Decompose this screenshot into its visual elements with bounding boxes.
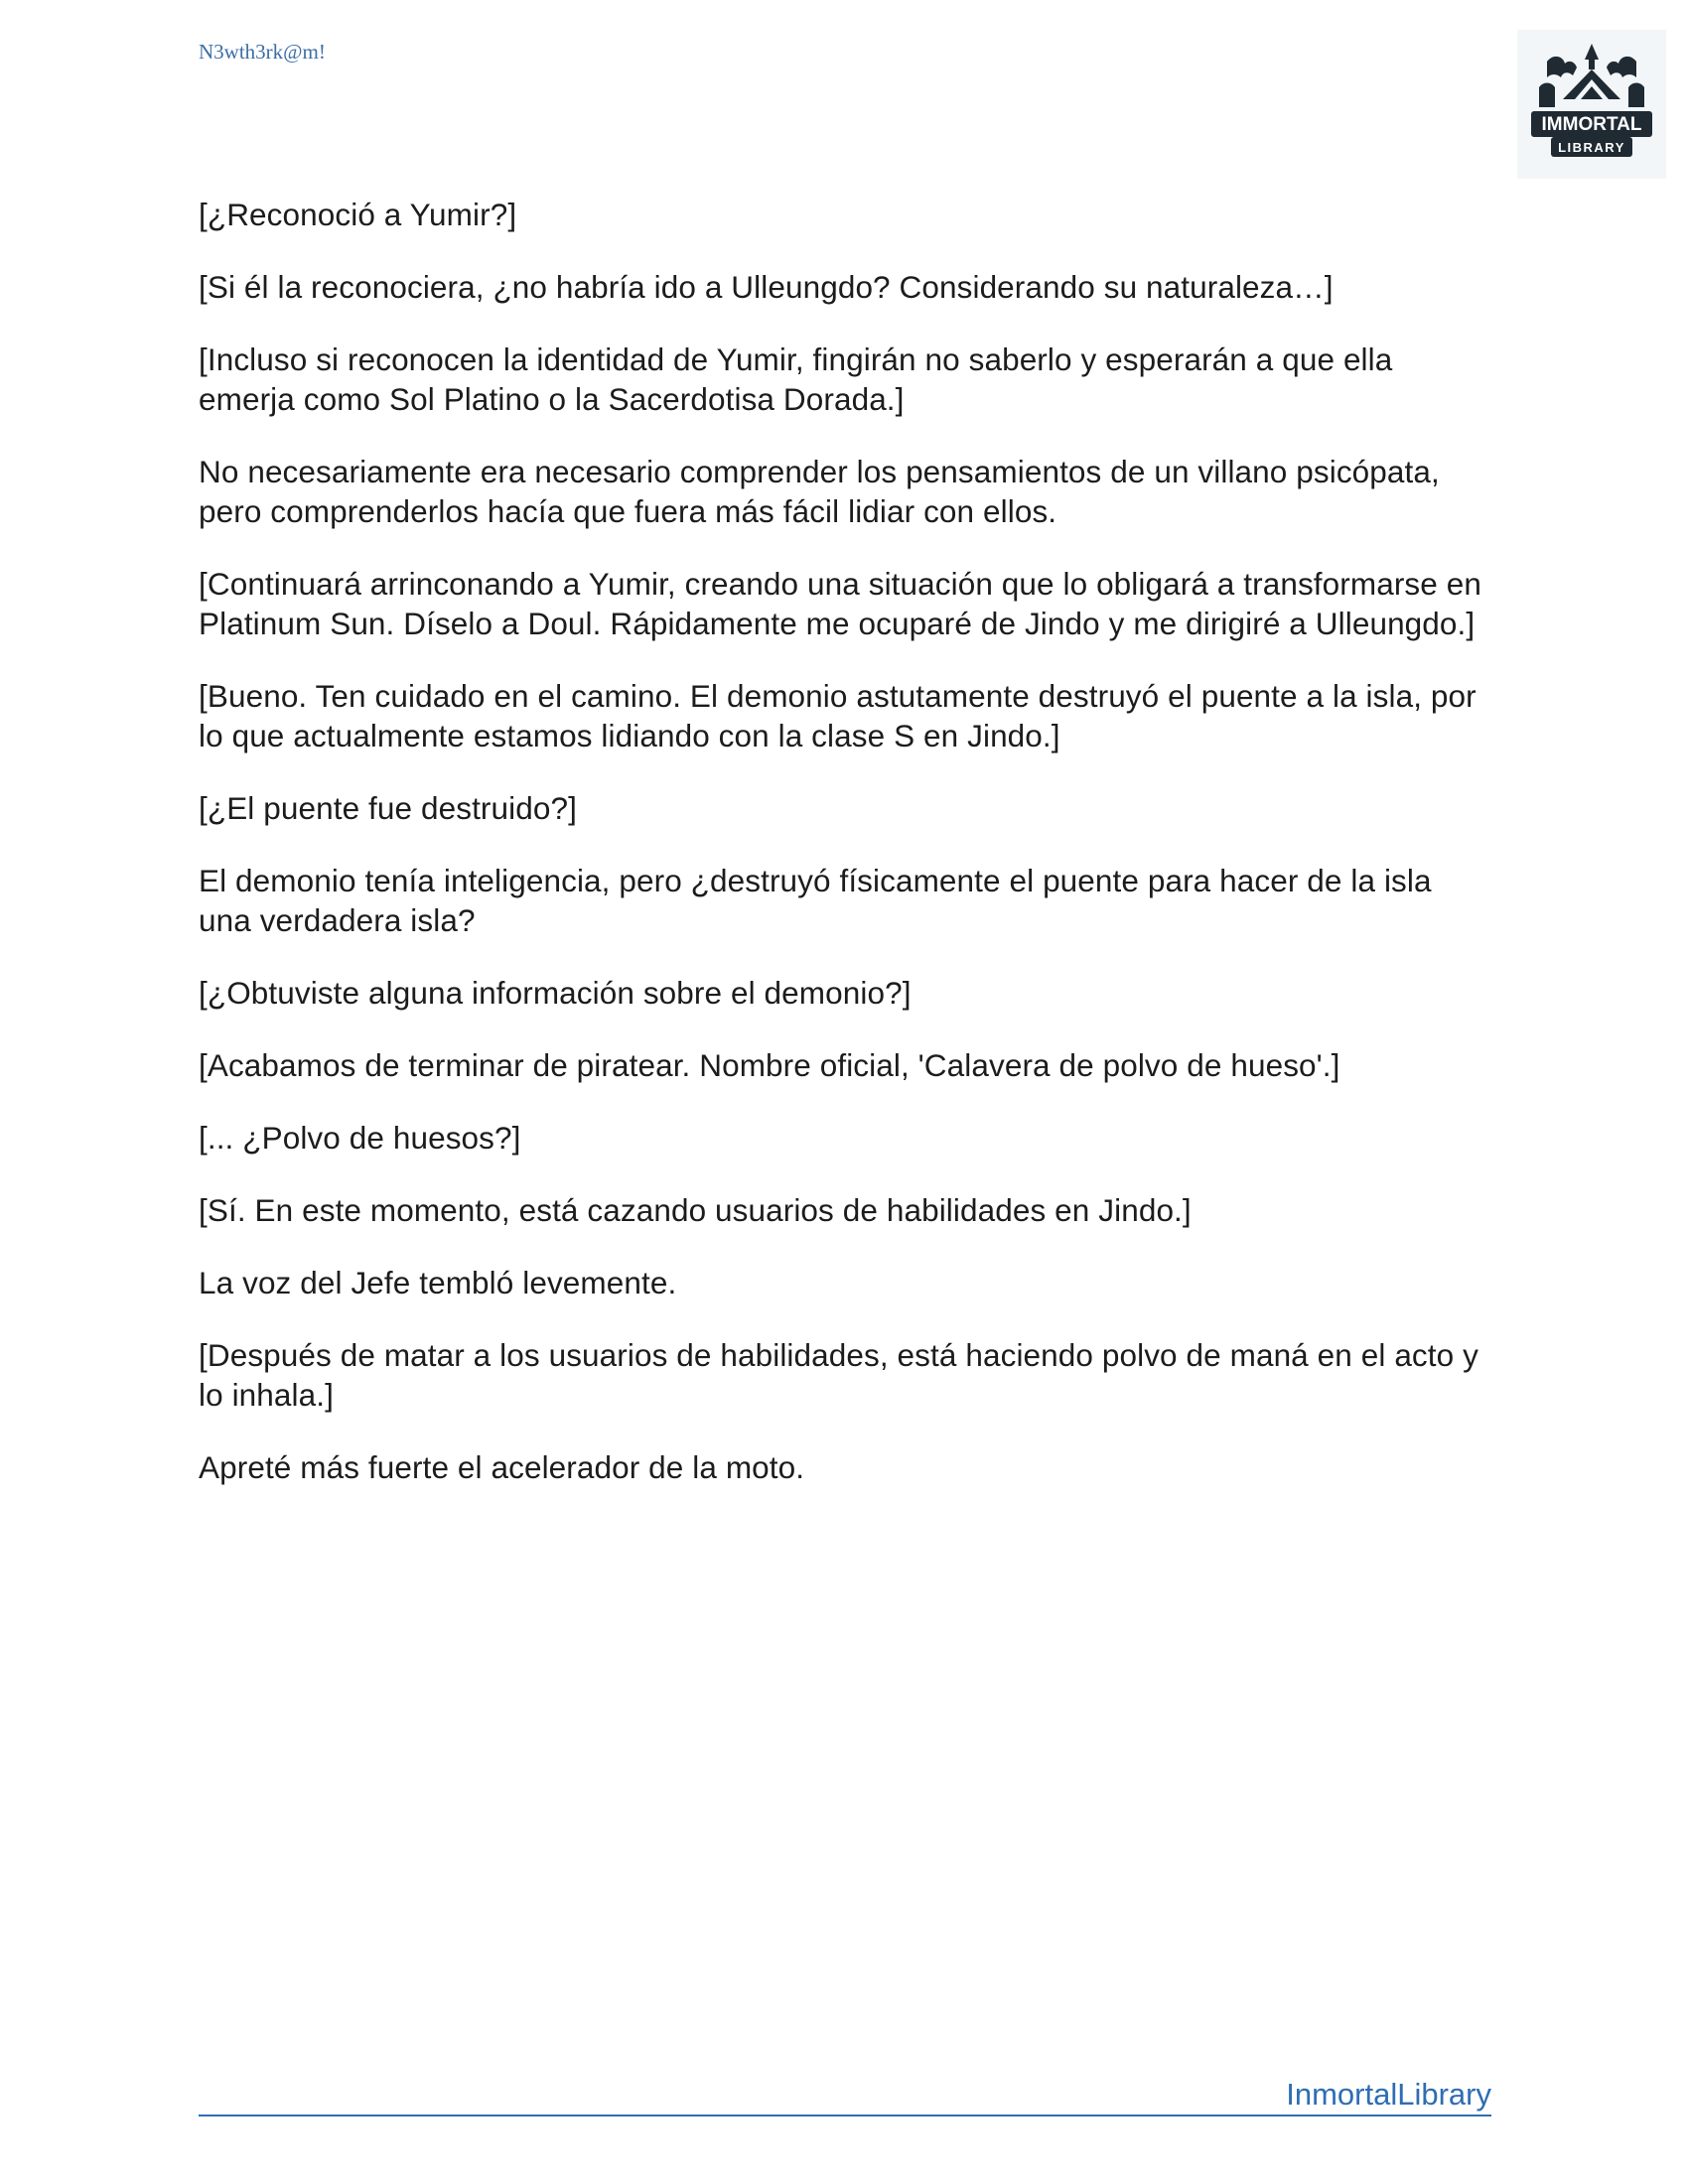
paragraph: La voz del Jefe tembló levemente.	[199, 1265, 677, 1300]
document-body	[199, 195, 1489, 1520]
paragraph: No necesariamente era necesario comprender los pensamientos de un villano psicópata, pero comprenderlos hacía que fuera más fácil lidiar con ellos.	[199, 454, 1440, 529]
paragraph: [¿Obtuviste alguna información sobre el demonio?]	[199, 975, 912, 1011]
paragraph: Apreté más fuerte el acelerador de la moto.	[199, 1449, 805, 1485]
paragraph: [Sí. En este momento, está cazando usuarios de habilidades en Jindo.]	[199, 1192, 1192, 1228]
paragraph: El demonio tenía inteligencia, pero ¿destruyó físicamente el puente para hacer de la isla una verdadera isla?	[199, 863, 1432, 938]
logo-text-library: LIBRARY	[1558, 140, 1625, 155]
paragraph: [Si él la reconociera, ¿no habría ido a Ulleungdo? Considerando su naturaleza…]	[199, 269, 1334, 305]
paragraph: [Acabamos de terminar de piratear. Nombre oficial, 'Calavera de polvo de hueso'.]	[199, 1047, 1340, 1083]
paragraph: [Bueno. Ten cuidado en el camino. El demonio astutamente destruyó el puente a la isla, por lo que actualmente estamos lidiando con la clase S en Jindo.]	[199, 678, 1477, 753]
paragraph: [... ¿Polvo de huesos?]	[199, 1120, 521, 1156]
footer-rule	[199, 2077, 1491, 2116]
paragraph: [Continuará arrinconando a Yumir, creando una situación que lo obligará a transformarse en Platinum Sun. Díselo a Doul. Rápidamente me ocuparé de Jindo y me dirigiré a Ulleungdo.]	[199, 566, 1481, 641]
paragraph: [Después de matar a los usuarios de habilidades, está haciendo polvo de maná en el acto y lo inhala.]	[199, 1337, 1478, 1413]
logo-text-immortal: IMMORTAL	[1541, 114, 1642, 135]
footer-library-link[interactable]: InmortalLibrary	[1286, 2077, 1491, 2112]
paragraph: [¿El puente fue destruido?]	[199, 790, 577, 826]
paragraph: [Incluso si reconocen la identidad de Yumir, fingirán no saberlo y esperarán a que ella emerja como Sol Platino o la Sacerdotisa Dorada.]	[199, 341, 1393, 417]
paragraph: [¿Reconoció a Yumir?]	[199, 197, 517, 232]
immortal-library-logo	[1517, 30, 1666, 179]
header-watermark: N3wth3rk@m!	[199, 40, 326, 64]
